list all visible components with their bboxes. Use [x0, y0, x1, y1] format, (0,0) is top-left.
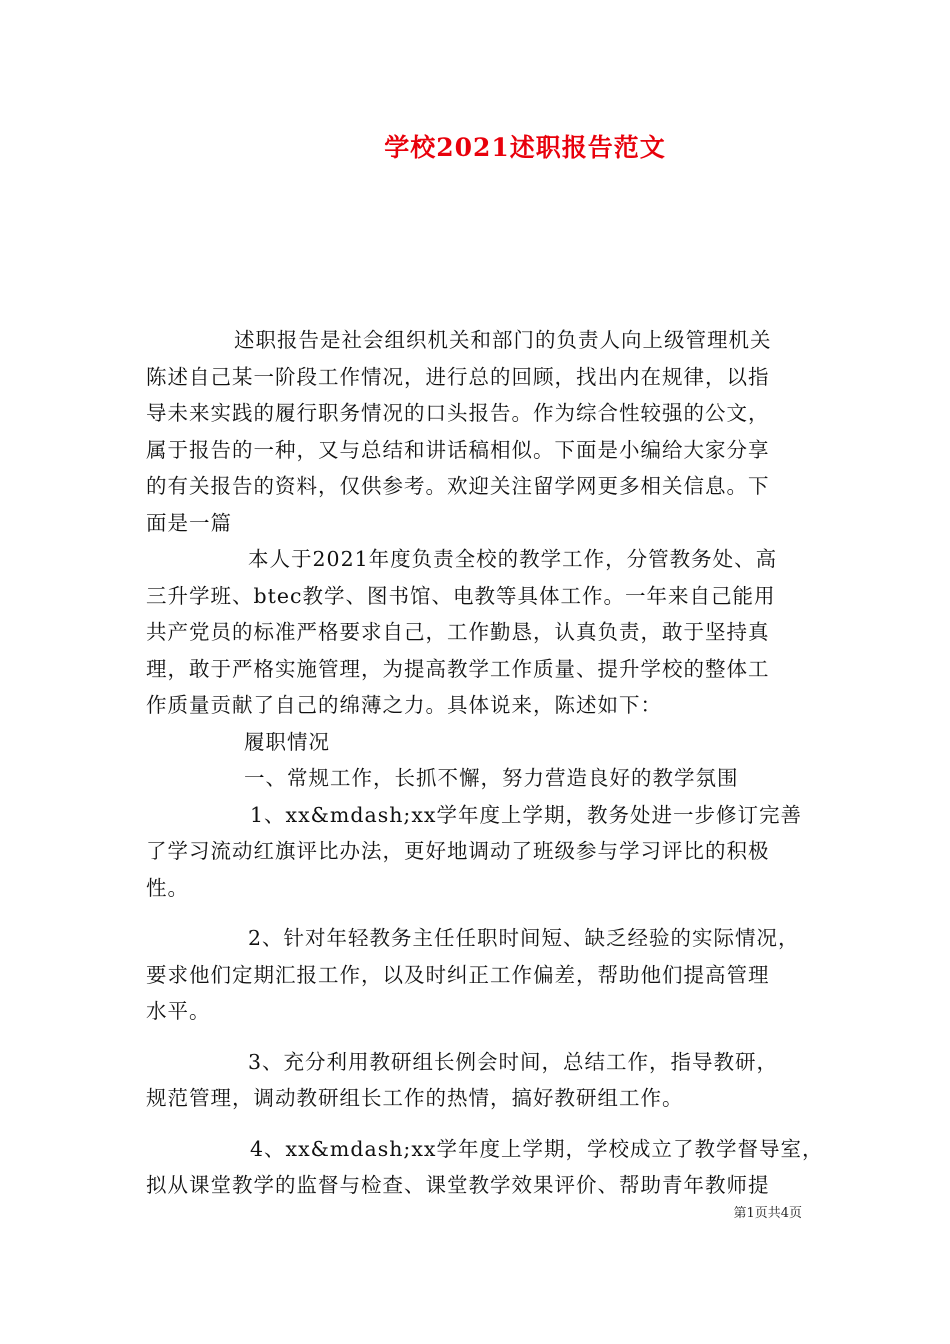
- text-line: 的有关报告的资料，仅供参考。欢迎关注留学网更多相关信息。下: [146, 474, 770, 498]
- text-line: 三升学班、btec教学、图书馆、电教等具体工作。一年来自己能用: [146, 583, 776, 608]
- text-line: 面是一篇: [146, 510, 232, 535]
- text-line: 水平。: [146, 999, 211, 1023]
- document-body: [146, 322, 824, 1204]
- text-line: 了学习流动红旗评比办法，更好地调动了班级参与学习评比的积极: [146, 839, 770, 863]
- page-footer: 第1页共4页: [733, 1206, 802, 1221]
- text-line: 性。: [146, 875, 189, 900]
- text-line: 陈述自己某一阶段工作情况，进行总的回顾，找出内在规律，以指: [146, 364, 770, 389]
- text-line: 要求他们定期汇报工作，以及时纠正工作偏差，帮助他们提高管理: [146, 962, 770, 987]
- section-heading: 履职情况: [244, 729, 330, 754]
- document-title: 学校2021述职报告范文: [384, 133, 666, 162]
- text-line: 1、xx&mdash;xx学年度上学期，教务处进一步修订完善: [250, 802, 802, 827]
- text-line: 理，敢于严格实施管理，为提高教学工作质量、提升学校的整体工: [146, 656, 770, 681]
- text-line: 2、针对年轻教务主任任职时间短、缺乏经验的实际情况，: [248, 926, 800, 950]
- subsection-heading: 一、常规工作，长抓不懈，努力营造良好的教学氛围: [244, 766, 739, 790]
- paragraph-gap: [146, 906, 810, 920]
- text-line: 共产党员的标准严格要求自己，工作勤恳，认真负责，敢于坚持真: [146, 620, 770, 644]
- text-line: 3、充分利用教研组长例会时间，总结工作，指导教研，: [248, 1049, 779, 1074]
- text-line: 拟从课堂教学的监督与检查、课堂教学效果评价、帮助青年教师提: [146, 1173, 770, 1197]
- text-line: 规范管理，调动教研组长工作的热情，搞好教研组工作。: [146, 1086, 684, 1110]
- text-line: 属于报告的一种，又与总结和讲话稿相似。下面是小编给大家分享: [146, 437, 770, 462]
- text-line: 4、xx&mdash;xx学年度上学期，学校成立了教学督导室，: [250, 1136, 824, 1161]
- text-line: 作质量贡献了自己的绵薄之力。具体说来，陈述如下：: [146, 693, 662, 717]
- text-line: 导未来实践的履行职务情况的口头报告。作为综合性较强的公文，: [146, 401, 770, 425]
- text-line: 本人于2021年度负责全校的教学工作，分管教务处、高: [248, 547, 778, 571]
- paragraph-gap: [146, 1030, 810, 1044]
- text-line: 述职报告是社会组织机关和部门的负责人向上级管理机关: [234, 328, 772, 352]
- paragraph-gap: [146, 1117, 810, 1131]
